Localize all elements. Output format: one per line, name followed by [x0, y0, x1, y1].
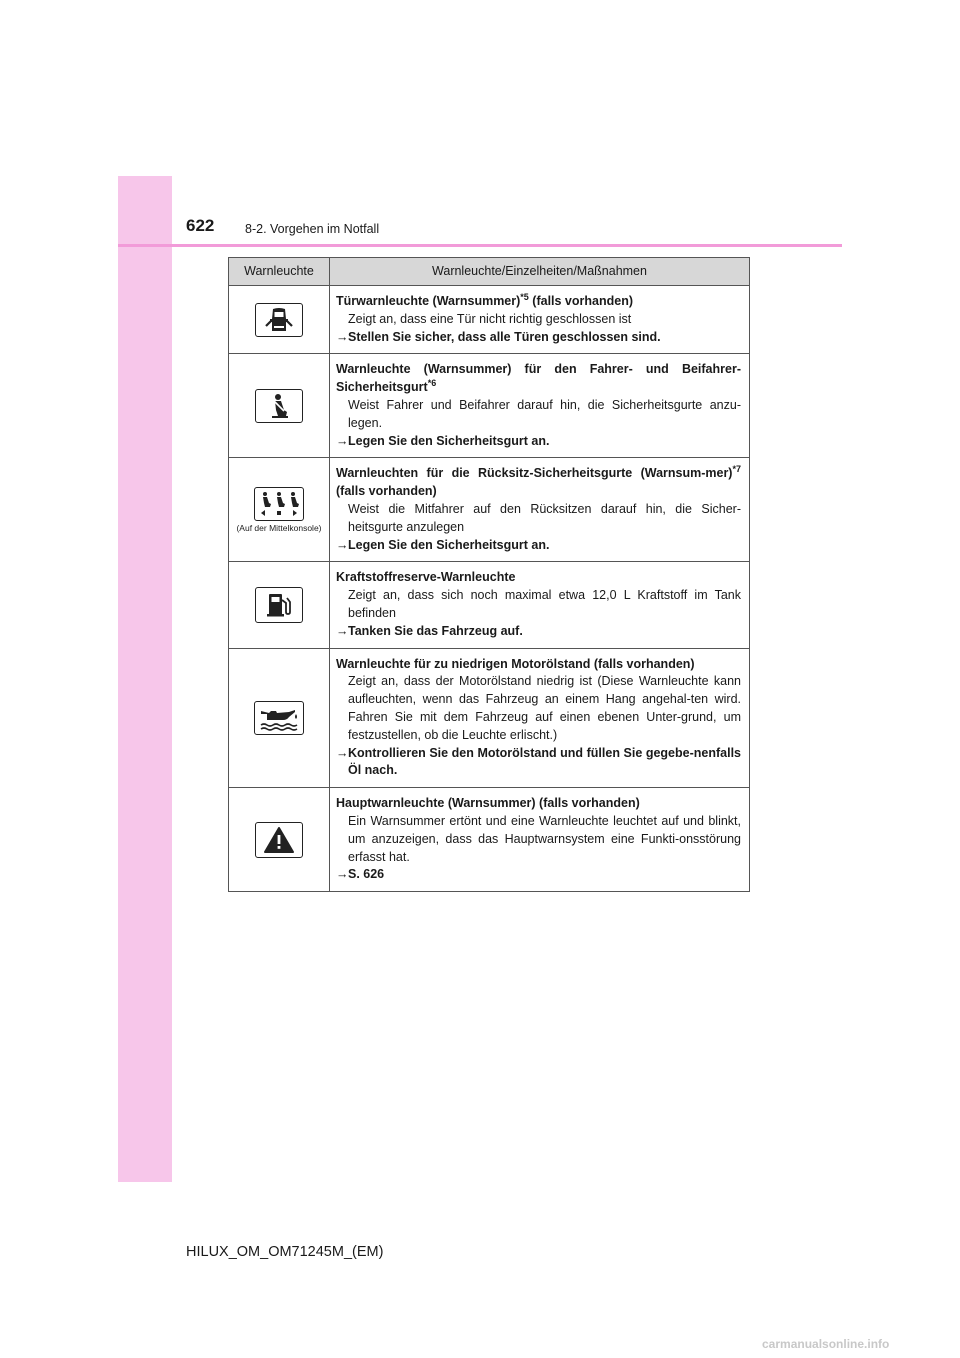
table-row: [229, 562, 750, 648]
row-action: →Tanken Sie das Fahrzeug auf.: [336, 623, 741, 641]
col-header-icon: Warnleuchte: [229, 258, 330, 286]
table-row: [229, 286, 750, 354]
row-action: →Legen Sie den Sicherheitsgurt an.: [336, 537, 741, 555]
row-description: Ein Warnsummer ertönt und eine Warnleuchte leuchtet auf und blinkt, um anzuzeigen, dass das Hauptwarnsystem eine Funkti-onsstörung erfasst hat.: [348, 813, 741, 864]
row-title: Warnleuchte für zu niedrigen Motorölstand (falls vorhanden): [336, 656, 695, 671]
header-rule: [118, 244, 842, 247]
details-cell: [330, 562, 750, 648]
details-cell: [330, 788, 750, 892]
icon-cell: [229, 648, 330, 788]
document-id: HILUX_OM_OM71245M_(EM): [186, 1244, 384, 1260]
row-description: Zeigt an, dass eine Tür nicht richtig geschlossen ist: [348, 311, 632, 326]
details-cell: [330, 354, 750, 458]
icon-cell: [229, 286, 330, 354]
arrow-right-icon: →: [336, 329, 349, 344]
row-title: Türwarnleuchte (Warnsummer)$^{*5}$ (falls vorhanden): [336, 291, 633, 308]
seatbelt-warning-icon: [255, 389, 303, 423]
page-number: 622: [186, 216, 215, 235]
details-cell: [330, 648, 750, 788]
arrow-right-icon: →: [336, 537, 349, 552]
row-action: →Kontrollieren Sie den Motorölstand und füllen Sie gegebe-nenfalls Öl nach.: [336, 745, 741, 778]
row-title: Hauptwarnleuchte (Warnsummer) (falls vorhanden): [336, 796, 640, 811]
details-cell: [330, 286, 750, 354]
icon-caption: (Auf der Mittelkonsole): [236, 522, 322, 533]
icon-cell: [229, 788, 330, 892]
rear-seatbelt-warning-icon: [254, 487, 304, 521]
door-open-warning-icon: [255, 303, 303, 337]
row-description: Zeigt an, dass sich noch maximal etwa 12,0 L Kraftstoff im Tank befinden: [348, 588, 741, 620]
row-action: →Stellen Sie sicher, dass alle Türen geschlossen sind.: [336, 329, 741, 347]
oil-level-icon: [254, 701, 304, 735]
row-action: →Legen Sie den Sicherheitsgurt an.: [336, 433, 741, 451]
table-header-row: [229, 258, 750, 286]
col-header-details: Warnleuchte/Einzelheiten/Maßnahmen: [330, 258, 750, 286]
arrow-right-icon: →: [336, 867, 349, 882]
row-title: Kraftstoffreserve-Warnleuchte: [336, 570, 516, 585]
fuel-pump-icon: [255, 587, 303, 623]
warning-lights-table: [228, 257, 750, 892]
table-row: [229, 354, 750, 458]
row-title: Warnleuchten für die Rücksitz-Sicherheitsgurte (Warnsum-mer)$^{*7}$ (falls vorhanden): [336, 464, 741, 499]
arrow-right-icon: →: [336, 623, 349, 638]
master-warning-icon: [255, 822, 303, 858]
arrow-right-icon: →: [336, 433, 349, 448]
row-action: →S. 626: [336, 866, 741, 884]
watermark: carmanualsonline.info: [762, 1337, 890, 1351]
arrow-right-icon: →: [336, 745, 349, 760]
section-title: 8-2. Vorgehen im Notfall: [245, 222, 380, 236]
details-cell: [330, 458, 750, 562]
row-description: Weist Fahrer und Beifahrer darauf hin, die Sicherheitsgurte anzu-legen.: [348, 397, 741, 430]
table-row: [229, 458, 750, 562]
table-row: [229, 648, 750, 788]
row-title: Warnleuchte (Warnsummer) für den Fahrer- und Beifahrer-Sicherheitsgurt$^{*6}$: [336, 362, 741, 395]
icon-cell: [229, 458, 330, 562]
icon-cell: [229, 562, 330, 648]
table-row: [229, 788, 750, 892]
icon-cell: [229, 354, 330, 458]
row-description: Zeigt an, dass der Motorölstand niedrig ist (Diese Warnleuchte kann aufleuchten, wenn das Fahrzeug an einem Hang angehal-ten wird. Fahren Sie mit dem Fahrzeug auf einen ebenen Unter-grund, um festzustellen, ob die Leuchte erlischt.): [348, 674, 741, 742]
row-description: Weist die Mitfahrer auf den Rücksitzen darauf hin, die Sicher-heitsgurte anzulegen: [348, 501, 741, 534]
side-color-bar: [118, 176, 172, 1182]
